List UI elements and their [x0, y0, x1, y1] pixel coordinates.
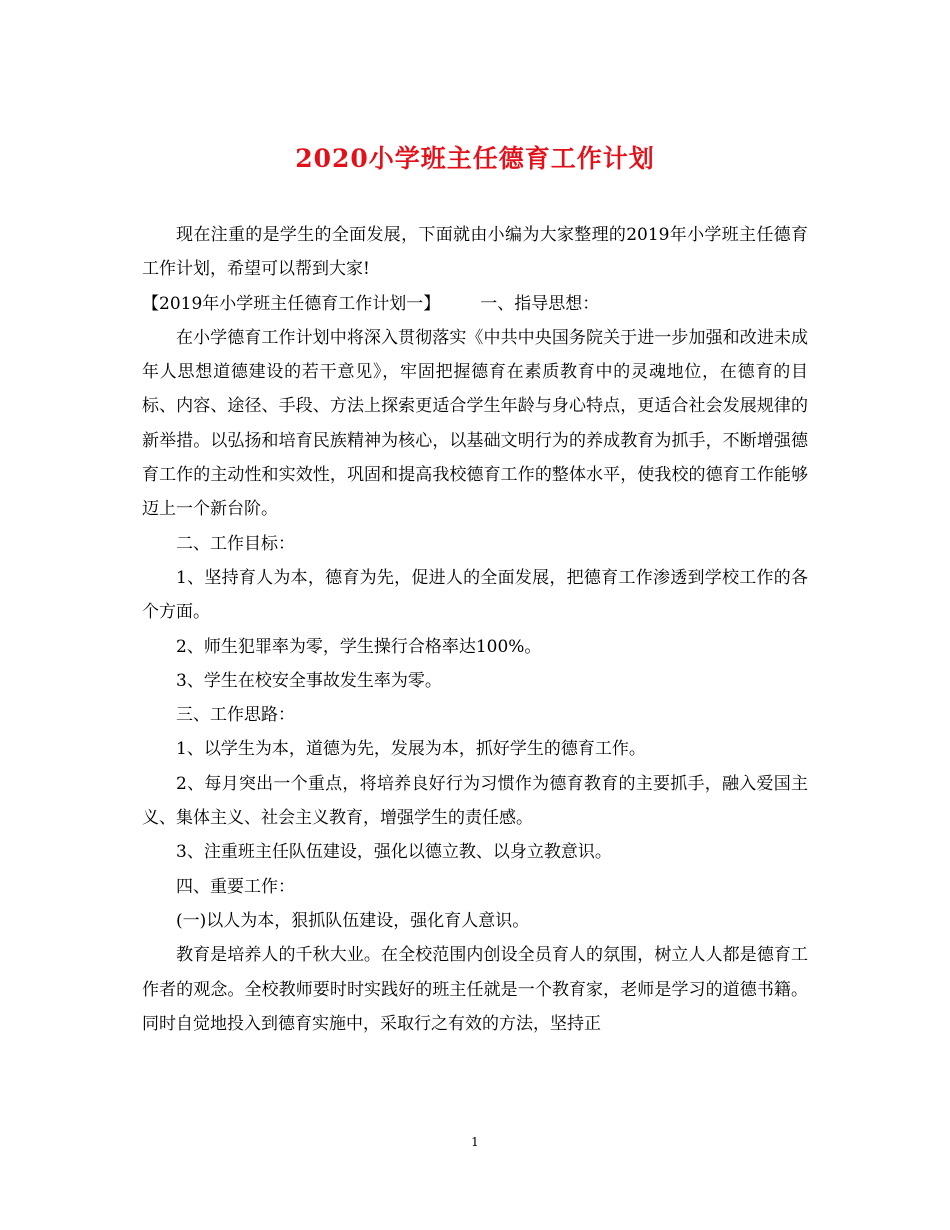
intro-paragraph: 现在注重的是学生的全面发展，下面就由小编为大家整理的2019年小学班主任德育工作计划，希望可以帮到大家!	[142, 225, 808, 280]
section-heading-guiding-ideology: 一、指导思想：	[480, 293, 600, 314]
page-number: 1	[471, 1135, 479, 1149]
key-work-subheading-1: (一)以人为本，狠抓队伍建设，强化育人意识。	[176, 910, 530, 931]
goal-item-1: 1、坚持育人为本，德育为先，促进人的全面发展，把德育工作渗透到学校工作的各个方面。	[142, 567, 808, 623]
goal-item-3: 3、学生在校安全事故发生率为零。	[176, 670, 442, 691]
approach-item-3: 3、注重班主任队伍建设，强化以德立教、以身立教意识。	[176, 842, 612, 863]
key-work-paragraph-1: 教育是培养人的千秋大业。在全校范围内创设全员育人的氛围，树立人人都是德育工作者的观念。全校教师要时时实践好的班主任就是一个教育家，老师是学习的道德书籍。同时自觉地投入到德育实施中，采取行之有效的方法，坚持正	[142, 945, 808, 1034]
guiding-ideology-paragraph: 在小学德育工作计划中将深入贯彻落实《中共中央国务院关于进一步加强和改进未成年人思想道德建设的若干意见》，牢固把握德育在素质教育中的灵魂地位，在德育的目标、内容、途径、手段、方法上探索更适合学生年龄与身心特点，更适合社会发展规律的新举措。以弘扬和培育民族精神为核心，以基础文明行为的养成教育为抓手，不断增强德育工作的主动性和实效性，巩固和提高我校德育工作的整体水平，使我校的德育工作能够迈上一个新台阶。	[142, 327, 808, 520]
document-body	[142, 218, 808, 1041]
plan-heading: 【2019年小学班主任德育工作计划一】	[142, 293, 441, 314]
document-title: 2020小学班主任德育工作计划	[295, 144, 655, 173]
section-heading-work-goals: 二、工作目标：	[176, 533, 295, 554]
section-heading-work-approach: 三、工作思路：	[176, 705, 295, 726]
goal-item-2: 2、师生犯罪率为零，学生操行合格率达100%。	[176, 636, 542, 657]
approach-item-2: 2、每月突出一个重点，将培养良好行为习惯作为德育教育的主要抓手，融入爱国主义、集体主义、社会主义教育，增强学生的责任感。	[142, 773, 808, 829]
plan-heading-line	[142, 287, 808, 321]
approach-item-1: 1、以学生为本，道德为先，发展为本，抓好学生的德育工作。	[176, 739, 646, 760]
section-heading-key-work: 四、重要工作：	[176, 876, 295, 897]
